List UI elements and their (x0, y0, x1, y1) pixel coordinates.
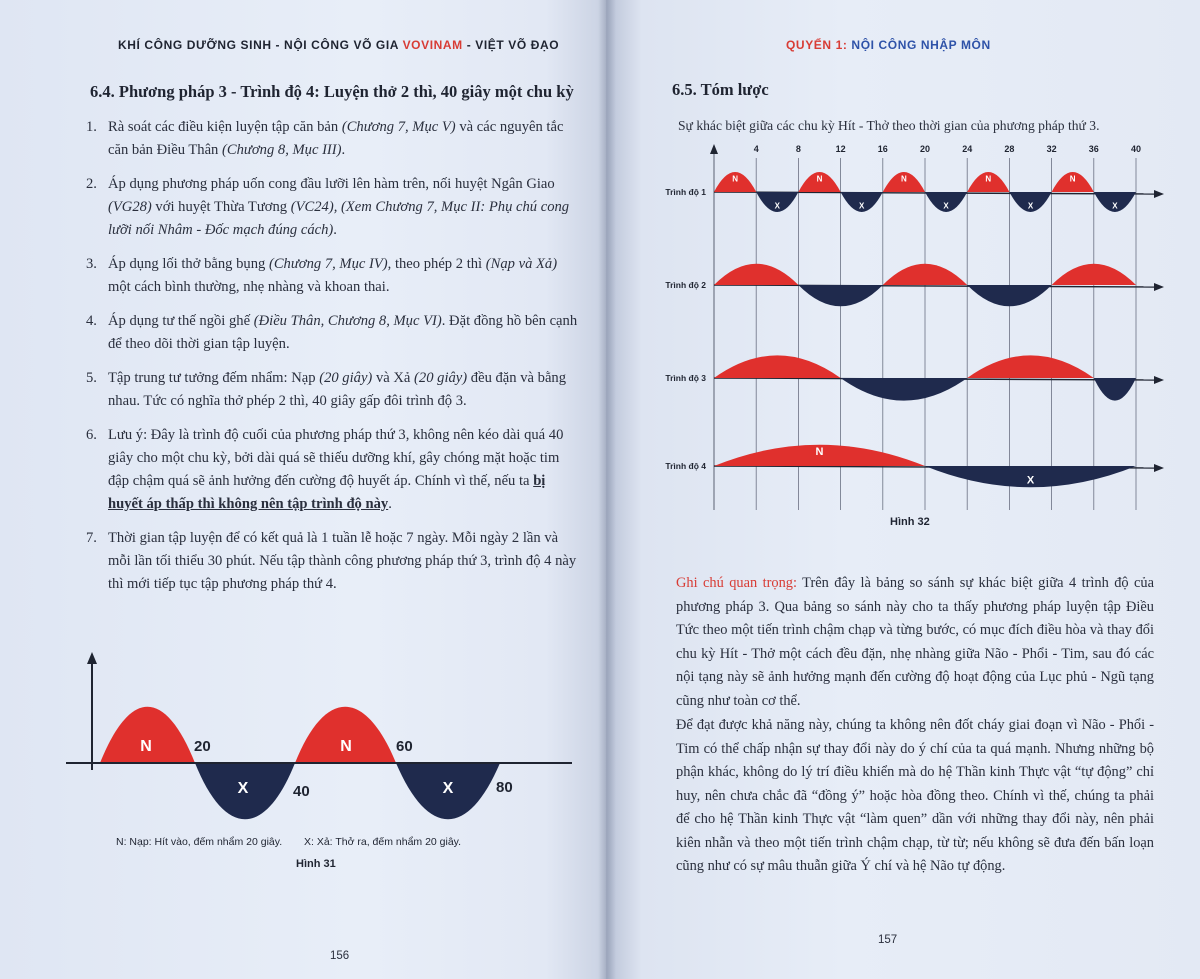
row-label: Trình độ 1 (665, 187, 706, 197)
row-axis-arrow (1154, 464, 1164, 472)
step-text: với huyệt Thừa Tương (151, 199, 291, 215)
step-text: Áp dụng phương pháp uốn cong đầu lưỡi lên hàm trên, nối huyệt Ngân Giao (108, 176, 555, 192)
list-item (86, 253, 578, 299)
figure-31-diagram (60, 650, 590, 830)
legend-inhale: N: Nạp: Hít vào, đếm nhẩm 20 giây. (116, 836, 283, 848)
exhale-label: X (1026, 474, 1035, 487)
running-head-text: KHÍ CÔNG DƯỠNG SINH - NỘI CÔNG VÕ GIA (118, 38, 399, 52)
right-running-head (786, 38, 991, 52)
row-label: Trình độ 2 (665, 280, 706, 290)
step-text: một cách bình thường, nhẹ nhàng và khoan thai. (108, 279, 390, 295)
running-head-text: QUYỂN 1: (786, 38, 848, 52)
step-text: . (333, 222, 337, 238)
tick-label: 20 (919, 144, 931, 154)
row-label: Trình độ 4 (665, 461, 706, 471)
row-axis-arrow (1154, 376, 1164, 384)
exhale-label: X (237, 780, 249, 797)
inhale-wave (1052, 264, 1136, 285)
book-gutter (598, 0, 616, 979)
inhale-label: N (732, 174, 738, 184)
section-title-6-5: 6.5. Tóm lược (672, 80, 769, 99)
tick-label: 16 (877, 144, 888, 154)
list-number: 4. (86, 313, 97, 329)
y-axis-arrow (710, 144, 718, 154)
left-running-head (118, 38, 559, 52)
step-text: . Đặt đồng hồ bên cạnh để theo dõi thời gian tập luyện. (108, 313, 578, 352)
step-text: đều đặn và bằng nhau. Tức có nghĩa thở phép 2 thì, 40 giây gấp đôi trình độ 3. (108, 370, 567, 409)
inhale-wave (883, 264, 967, 285)
step-text: Áp dụng tư thế ngồi ghế (108, 313, 254, 329)
exhale-wave (1094, 378, 1136, 401)
exhale-label: X (1027, 201, 1034, 211)
exhale-label: X (774, 201, 780, 211)
exhale-wave (841, 378, 968, 401)
step-text: Tập trung tư tưởng đếm nhẩm: Nạp (108, 370, 320, 386)
step-text: . (388, 496, 392, 512)
list-number: 6. (86, 427, 97, 443)
list-item (86, 116, 578, 162)
step-ref: (Chương 7, Mục IV) (268, 256, 388, 272)
step-text: Thời gian tập luyện để có kết quả là 1 tuần lễ hoặc 7 ngày. Mỗi ngày 2 lần và mỗi lần tối thiểu 30 phút. Nếu tập thành công phương pháp thứ 3, trình độ 4 này thì mới tiếp tục tập phương pháp thứ 4. (108, 530, 577, 592)
exhale-wave (798, 285, 882, 306)
list-item (86, 424, 578, 516)
list-number: 1. (86, 119, 97, 135)
inhale-label: N (140, 738, 152, 755)
row-axis-arrow (1154, 283, 1164, 291)
running-head-accent: VOVINAM (402, 38, 463, 52)
list-item (86, 173, 578, 242)
list-number: 2. (86, 176, 97, 192)
figure-32-rows (665, 172, 1164, 487)
exhale-label: X (1112, 201, 1118, 211)
step-text: Rà soát các điều kiện luyện tập căn bản (108, 119, 342, 135)
inhale-label: N (985, 174, 992, 184)
list-number: 7. (86, 530, 97, 546)
tick-label: 32 (1046, 144, 1057, 154)
figure-32-intro: Sự khác biệt giữa các chu kỳ Hít - Thở theo thời gian của phương pháp thứ 3. (678, 118, 1100, 133)
step-text: và các nguyên tắc căn bản Điều Thân (108, 119, 564, 158)
tick-label: 36 (1088, 144, 1099, 154)
step-ref: (Chương 8, Mục III) (222, 142, 342, 158)
important-note (676, 572, 1154, 713)
tick-label-40: 40 (293, 783, 310, 800)
list-item (86, 367, 578, 413)
tick-label: 12 (835, 144, 846, 154)
inhale-wave (714, 264, 798, 285)
figure-31-caption: Hình 31 (296, 858, 336, 870)
y-axis-arrow (87, 652, 97, 664)
step-ref: (Chương 7, Mục V) (341, 119, 456, 135)
step-ref: (Nạp và Xả) (485, 256, 558, 272)
inhale-wave (714, 355, 841, 378)
tick-label: 24 (962, 144, 973, 154)
warning-text: bị huyết áp thấp thì không nên tập trình độ này (108, 473, 546, 512)
inhale-label: N (815, 445, 824, 458)
step-ref: (Điều Thân, Chương 8, Mục VI) (253, 313, 442, 329)
running-head-accent: NỘI CÔNG NHẬP MÔN (851, 38, 991, 52)
step-ref: (20 giây) (319, 370, 373, 386)
note-paragraph-2: Để đạt được khả năng này, chúng ta không nên đốt cháy giai đoạn vì Não - Phổi - Tim có thể chấp nhận sự thay đổi này do ý chí của ta quá mạnh. Nhưng những bộ phận khác, không do lý trí điều khiển mà do hệ Thần kinh Thực vật “tự động” chỉ huy, nên chưa chắc đã “đồng ý” hoặc hòa đồng theo. Chính vì thế, chúng ta phải để cho hệ Thần kinh Thực vật “làm quen” dần với những thay đổi này, nên phải kiên nhẫn và theo một tiến trình chậm chạp, từ từ; nếu không sẽ đưa đến bấn loạn cũng như có sự mâu thuẫn giữa Ý chí và hệ Não tự động. (676, 717, 1154, 874)
inhale-label: N (340, 738, 352, 755)
tick-label-80: 80 (496, 779, 513, 796)
tick-label-20: 20 (194, 738, 211, 755)
note-paragraph-1: Trên đây là bảng so sánh sự khác biệt giữa 4 trình độ của phương pháp 3. Qua bảng so sánh này cho ta thấy phương pháp luyện tập Điều Tức theo một tiến trình chậm chạp và từng bước, có mục đích điều hòa và thay đổi chu kỳ Hít - Thở một cách đều đặn, nhẹ nhàng giữa Não - Phổi - Tim, sau đó các nội tạng này sẽ ảnh hưởng mạnh đến cường độ hoạt động của Lục phủ - Ngũ tạng cũng như toàn cơ thể. (676, 575, 1154, 709)
step-text: và Xả (372, 370, 415, 386)
row-axis (714, 285, 1156, 287)
inhale-label: N (816, 174, 823, 184)
inhale-label: N (1069, 174, 1076, 184)
tick-label: 4 (753, 144, 759, 154)
step-text: . (341, 142, 346, 158)
row-axis-arrow (1154, 190, 1164, 198)
step-ref: (VG28) (108, 199, 152, 215)
tick-label: 8 (795, 144, 801, 154)
tick-label: 28 (1004, 144, 1015, 154)
tick-label: 40 (1130, 144, 1142, 154)
note-label: Ghi chú quan trọng: (676, 575, 797, 591)
row-label: Trình độ 3 (665, 373, 706, 383)
exhale-label: X (943, 201, 949, 211)
exhale-label: X (442, 780, 454, 797)
step-text: , theo phép 2 thì (387, 256, 486, 272)
inhale-label: N (901, 174, 907, 184)
exhale-label: X (859, 201, 865, 211)
list-number: 5. (86, 370, 97, 386)
right-page (606, 0, 1200, 979)
list-item (86, 527, 578, 596)
running-head-text-2: - VIỆT VÕ ĐẠO (466, 38, 560, 52)
step-text: Lưu ý: Đây là trình độ cuối của phương pháp thứ 3, không nên kéo dài quá 40 giây cho một chu kỳ, bởi dài quá sẽ thiếu dưỡng khí, gây chóng mặt hoặc tim đập chậm quá sẽ ảnh hưởng đến cường độ huyết áp. Chính vì thế, nếu ta (108, 427, 564, 489)
figure-32-ticks (754, 144, 1141, 154)
page-number-right: 157 (878, 934, 898, 946)
step-ref: (20 giây) (414, 370, 468, 386)
step-text: Áp dụng lối thở bằng bụng (108, 256, 269, 272)
list-number: 3. (86, 256, 97, 272)
tick-label-60: 60 (396, 738, 413, 755)
legend-exhale: X: Xả: Thở ra, đếm nhẩm 20 giây. (304, 836, 462, 848)
steps-list (86, 116, 578, 607)
figure-32-diagram (636, 140, 1176, 540)
section-title-6-4: 6.4. Phương pháp 3 - Trình độ 4: Luyện thở 2 thì, 40 giây một chu kỳ (90, 82, 574, 101)
list-item (86, 310, 578, 356)
inhale-wave (967, 355, 1094, 378)
figure-32-caption: Hình 32 (890, 516, 930, 528)
step-ref: (VC24), (Xem Chương 7, Mục II: Phụ chú cong lưỡi nối Nhâm - Đốc mạch đúng cách) (108, 199, 570, 238)
page-number-left: 156 (330, 950, 350, 962)
exhale-wave (967, 285, 1051, 306)
